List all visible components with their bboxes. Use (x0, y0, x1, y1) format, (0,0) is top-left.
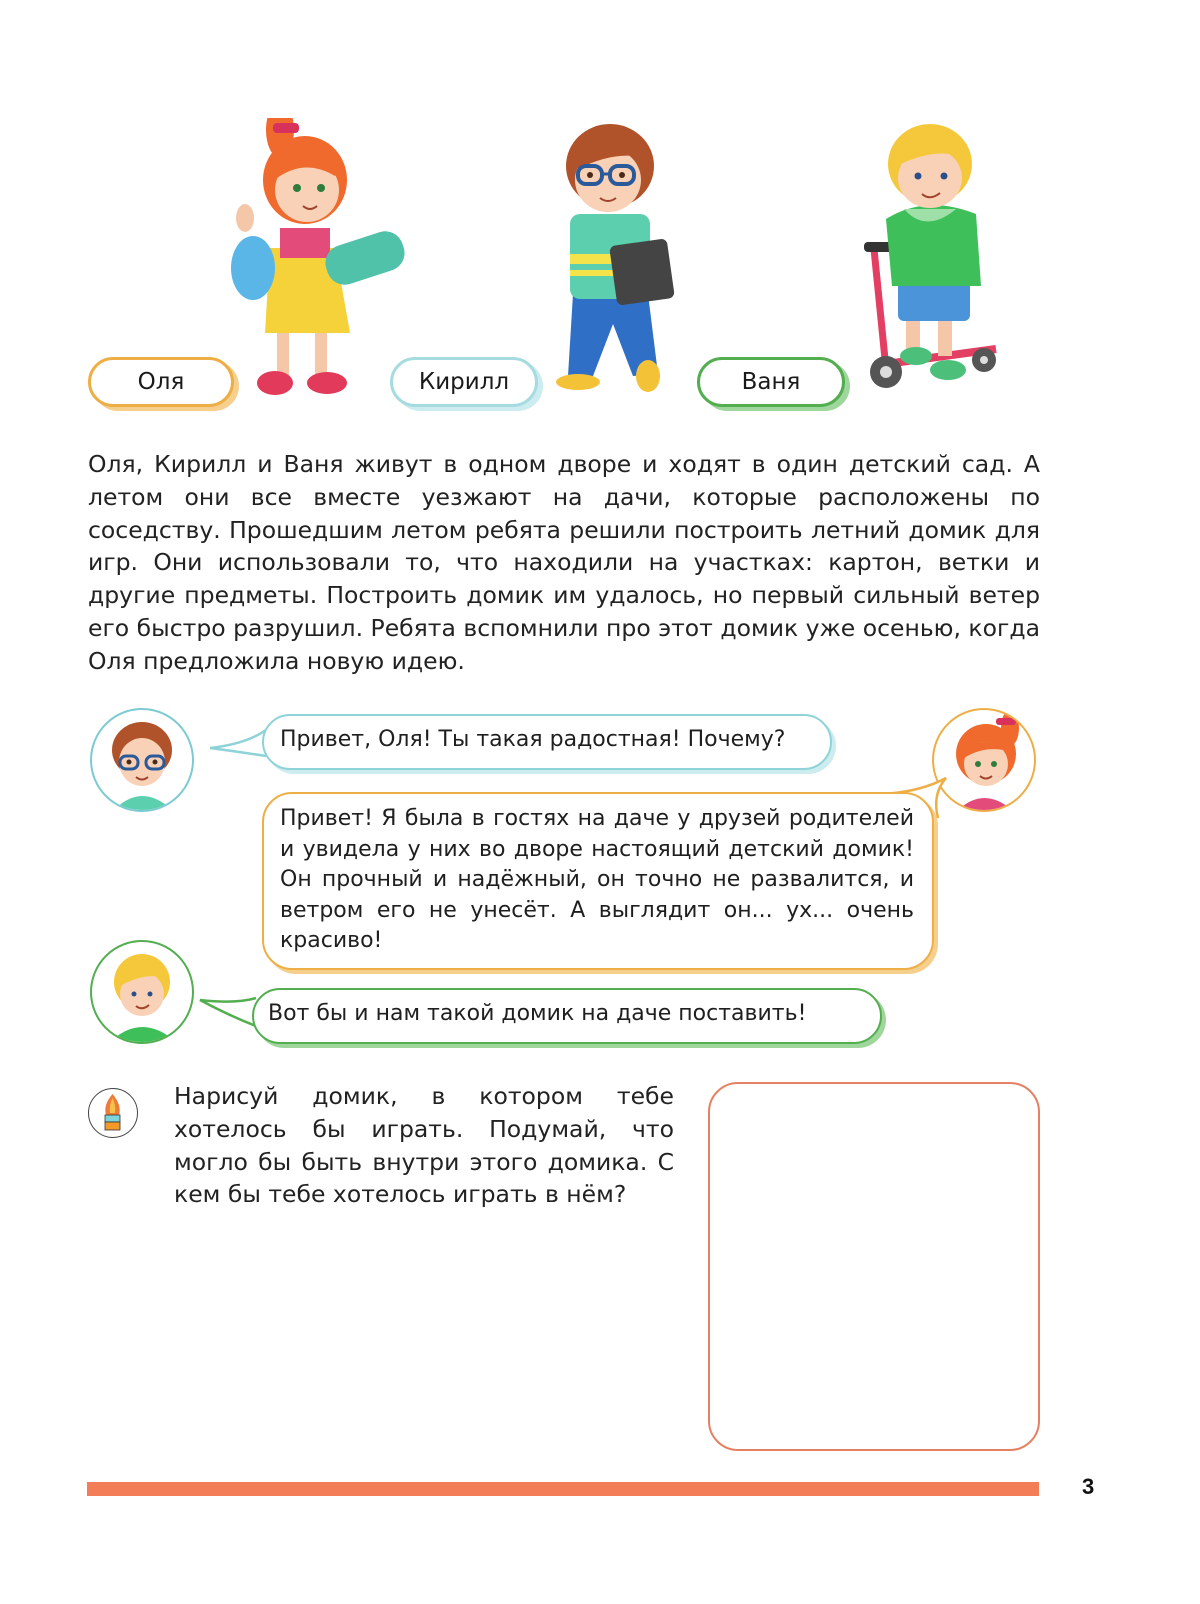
speech-bubble-olya (262, 792, 934, 970)
speech-text-kirill: Привет, Оля! Ты такая радостная! Почему? (280, 727, 786, 752)
intro-paragraph: Оля, Кирилл и Ваня живут в одном дворе и ходят в один детский сад. А летом они все вместе уезжают на дачи, которые расположены по соседству. Прошедшим летом ребята решили построить летний домик для игр. Они использовали то, что находили на участках: картон, ветки и другие предметы. Построить домик им удалось, но первый сильный ветер его быстро разрушил. Ребята вспомнили про этот домик уже осенью, когда Оля предложила новую идею. (88, 450, 1040, 675)
kirill-face-icon (92, 710, 192, 810)
speech-tail-kirill (206, 722, 268, 762)
name-label-olya (88, 357, 234, 407)
name-label-vanya (697, 357, 845, 407)
page-number: 3 (1082, 1474, 1095, 1499)
vanya-face-icon (92, 942, 192, 1042)
avatar-kirill (90, 708, 194, 812)
paintbrush-icon (88, 1088, 138, 1138)
olya-illustration (225, 118, 405, 400)
drawing-area[interactable] (708, 1082, 1040, 1451)
speech-bubble-kirill (262, 714, 832, 770)
name-text: Ваня (741, 369, 801, 395)
speech-text-vanya: Вот бы и нам такой домик на даче поставить! (268, 1001, 807, 1026)
speech-bubble-vanya (252, 988, 882, 1044)
name-label-kirill (390, 357, 538, 407)
name-text: Кирилл (418, 369, 510, 395)
vanya-illustration (856, 114, 1006, 404)
task-instruction: Нарисуй домик, в котором тебе хотелось бы играть. Подумай, что могло бы быть внутри этого домика. С кем бы тебе хотелось играть в нём? (174, 1082, 674, 1209)
name-text: Оля (137, 369, 185, 395)
speech-tail-vanya (196, 990, 258, 1034)
avatar-vanya (90, 940, 194, 1044)
speech-text-olya: Привет! Я была в гостях на даче у друзей родителей и увидела у них во дворе настоящий детский домик! Он прочный и надёжный, он точно не развалится, и ветром его не унесёт. А выглядит он... ух... очень красиво! (280, 806, 914, 954)
kirill-illustration (548, 114, 678, 396)
footer-bar (87, 1482, 1039, 1496)
